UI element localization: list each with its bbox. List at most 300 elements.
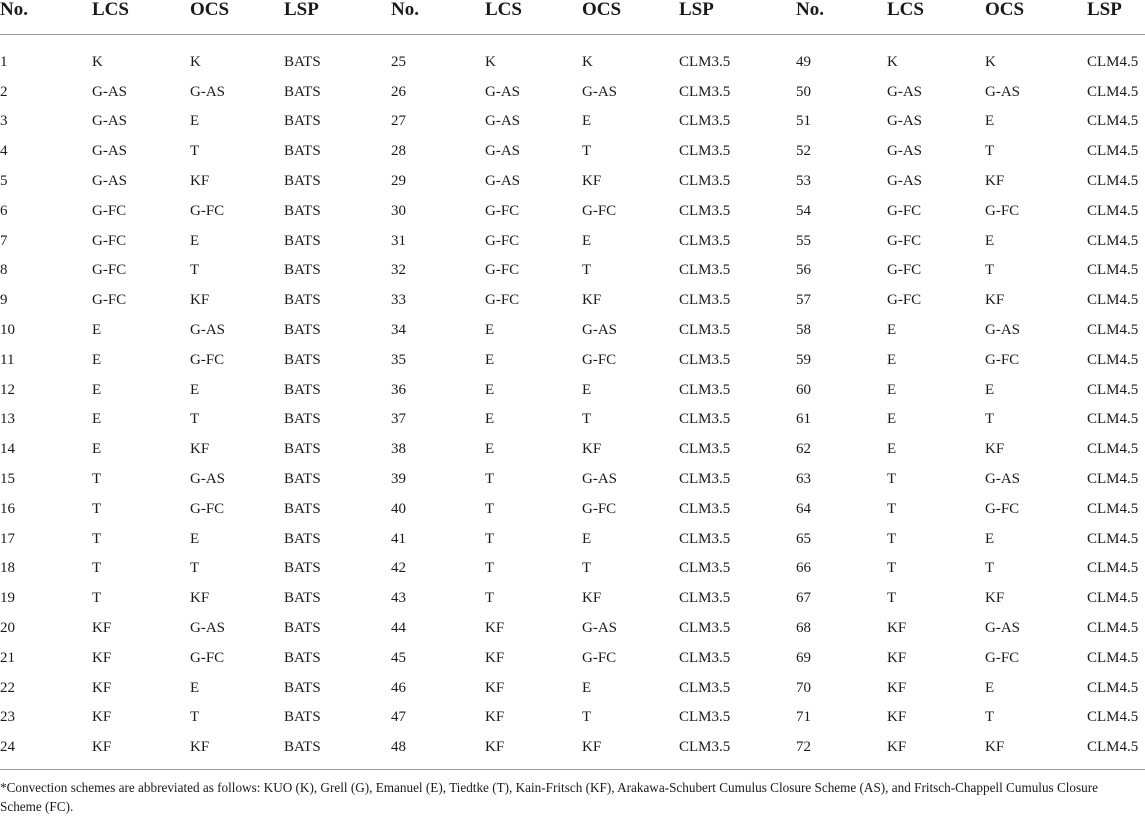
cell-lcs: G-AS [887,143,923,160]
cell-lcs: T [92,590,102,607]
cell-no: 2 [0,83,8,100]
cell-ocs: E [190,232,200,249]
cell-no: 20 [0,620,15,637]
table-row [0,196,1145,226]
cell-lcs: T [92,500,102,517]
header-row [0,0,1145,35]
cell-lsp: CLM3.5 [679,500,731,517]
cell-ocs: E [582,232,592,249]
cell-lcs: T [485,560,495,577]
cell-lcs: T [485,471,495,488]
cell-lsp: CLM4.5 [1087,322,1139,339]
cell-lcs: G-FC [485,232,520,249]
cell-no: 40 [391,500,406,517]
cell-ocs: G-FC [985,649,1020,666]
cell-lsp: CLM3.5 [679,292,731,309]
cell-no: 39 [391,471,406,488]
cell-ocs: KF [582,292,602,309]
header-lsp: LSP [1087,0,1122,20]
table-row [0,47,1145,77]
cell-lsp: CLM3.5 [679,232,731,249]
cell-lcs: E [485,441,495,458]
cell-lcs: G-FC [92,292,127,309]
cell-lsp: CLM4.5 [1087,441,1139,458]
cell-no: 71 [796,709,811,726]
cell-lcs: G-FC [485,292,520,309]
table-body [0,35,1145,763]
cell-lcs: E [887,351,897,368]
cell-no: 49 [796,53,811,70]
cell-ocs: E [582,381,592,398]
cell-lsp: CLM4.5 [1087,679,1139,696]
cell-ocs: G-FC [582,351,617,368]
cell-lcs: T [887,560,897,577]
cell-no: 14 [0,441,15,458]
cell-lcs: T [485,500,495,517]
cell-lcs: KF [485,620,505,637]
table-row [0,315,1145,345]
table-row [0,673,1145,703]
cell-ocs: E [985,113,995,130]
cell-lsp: BATS [284,262,321,279]
table-row [0,77,1145,107]
cell-lsp: CLM3.5 [679,411,731,428]
table-row [0,524,1145,554]
cell-lcs: E [485,322,495,339]
cell-ocs: G-AS [582,620,618,637]
cell-lcs: T [92,560,102,577]
cell-lsp: BATS [284,709,321,726]
cell-no: 16 [0,500,15,517]
cell-ocs: KF [190,590,210,607]
cell-lcs: E [887,441,897,458]
cell-lsp: BATS [284,739,321,756]
cell-lsp: CLM3.5 [679,381,731,398]
cell-ocs: T [190,709,200,726]
cell-lsp: CLM4.5 [1087,530,1139,547]
cell-lcs: KF [887,709,907,726]
cell-no: 53 [796,173,811,190]
table-row [0,464,1145,494]
table-row [0,256,1145,286]
cell-no: 32 [391,262,406,279]
cell-no: 5 [0,173,8,190]
cell-no: 21 [0,649,15,666]
cell-ocs: K [582,53,593,70]
cell-ocs: G-AS [985,620,1021,637]
header-ocs: OCS [985,0,1025,20]
header-lsp: LSP [284,0,319,20]
header-lcs: LCS [485,0,522,20]
table-row [0,345,1145,375]
cell-lsp: CLM3.5 [679,709,731,726]
cell-lsp: CLM4.5 [1087,143,1139,160]
cell-ocs: E [985,381,995,398]
cell-lcs: T [92,530,102,547]
cell-no: 36 [391,381,406,398]
cell-lcs: T [887,471,897,488]
cell-no: 25 [391,53,406,70]
cell-no: 26 [391,83,406,100]
cell-lsp: CLM3.5 [679,560,731,577]
cell-lcs: KF [485,709,505,726]
cell-ocs: KF [190,173,210,190]
cell-lcs: KF [92,649,112,666]
cell-no: 10 [0,322,15,339]
cell-ocs: T [985,262,995,279]
cell-lsp: BATS [284,441,321,458]
cell-lsp: CLM3.5 [679,53,731,70]
cell-ocs: G-FC [582,202,617,219]
cell-no: 37 [391,411,406,428]
cell-ocs: KF [582,173,602,190]
cell-lsp: CLM4.5 [1087,471,1139,488]
cell-lcs: G-AS [92,83,128,100]
cell-lcs: KF [92,739,112,756]
cell-ocs: E [985,530,995,547]
cell-no: 57 [796,292,811,309]
cell-lsp: CLM3.5 [679,679,731,696]
cell-no: 45 [391,649,406,666]
cell-lsp: CLM4.5 [1087,232,1139,249]
cell-lcs: G-AS [92,173,128,190]
cell-ocs: G-FC [190,649,225,666]
cell-lcs: K [485,53,496,70]
cell-ocs: E [190,381,200,398]
cell-lsp: BATS [284,530,321,547]
cell-lsp: CLM3.5 [679,441,731,458]
cell-no: 23 [0,709,15,726]
cell-ocs: E [190,113,200,130]
cell-no: 33 [391,292,406,309]
cell-lcs: E [887,411,897,428]
cell-lcs: E [887,381,897,398]
cell-lsp: CLM3.5 [679,202,731,219]
table-row [0,732,1145,762]
cell-ocs: G-AS [190,83,226,100]
header-lsp: LSP [679,0,714,20]
cell-lsp: BATS [284,322,321,339]
cell-no: 34 [391,322,406,339]
cell-lcs: E [485,351,495,368]
cell-lcs: KF [887,649,907,666]
cell-lsp: BATS [284,500,321,517]
cell-lcs: T [887,530,897,547]
cell-ocs: G-FC [190,500,225,517]
cell-lsp: CLM3.5 [679,322,731,339]
cell-lcs: G-FC [887,292,922,309]
table-row [0,643,1145,673]
cell-lcs: E [485,381,495,398]
cell-ocs: E [582,679,592,696]
table-row [0,136,1145,166]
cell-lsp: BATS [284,53,321,70]
header-lcs: LCS [887,0,924,20]
table-row [0,375,1145,405]
cell-no: 56 [796,262,811,279]
cell-no: 27 [391,113,406,130]
cell-lcs: G-FC [485,262,520,279]
cell-lsp: CLM4.5 [1087,500,1139,517]
cell-ocs: G-FC [985,500,1020,517]
cell-lsp: BATS [284,620,321,637]
cell-lcs: K [92,53,103,70]
cell-ocs: KF [985,441,1005,458]
cell-lsp: BATS [284,471,321,488]
cell-lcs: G-FC [887,262,922,279]
cell-lsp: BATS [284,679,321,696]
cell-ocs: KF [190,441,210,458]
cell-lcs: E [92,411,102,428]
cell-lsp: CLM4.5 [1087,351,1139,368]
cell-lsp: CLM3.5 [679,590,731,607]
table-row [0,405,1145,435]
cell-no: 64 [796,500,811,517]
cell-no: 59 [796,351,811,368]
cell-lsp: CLM4.5 [1087,292,1139,309]
cell-ocs: T [985,560,995,577]
cell-lcs: G-FC [92,202,127,219]
cell-no: 6 [0,202,8,219]
cell-lcs: E [92,322,102,339]
cell-ocs: G-AS [190,471,226,488]
cell-lcs: KF [485,739,505,756]
cell-ocs: G-FC [985,351,1020,368]
header-lcs: LCS [92,0,129,20]
cell-ocs: KF [985,173,1005,190]
cell-no: 22 [0,679,15,696]
cell-no: 9 [0,292,8,309]
cell-lcs: E [92,351,102,368]
cell-no: 54 [796,202,811,219]
cell-no: 11 [0,351,15,368]
table-row [0,285,1145,315]
cell-ocs: KF [985,292,1005,309]
cell-ocs: KF [582,590,602,607]
cell-lsp: CLM4.5 [1087,709,1139,726]
header-no: No. [391,0,419,20]
header-no: No. [0,0,28,20]
table-row [0,494,1145,524]
cell-no: 31 [391,232,406,249]
cell-no: 60 [796,381,811,398]
cell-lcs: KF [92,620,112,637]
cell-lsp: CLM3.5 [679,262,731,279]
cell-ocs: E [190,530,200,547]
cell-ocs: G-AS [985,322,1021,339]
spacer-row [0,35,1145,48]
cell-no: 30 [391,202,406,219]
cell-lsp: BATS [284,143,321,160]
cell-no: 18 [0,560,15,577]
cell-lsp: CLM4.5 [1087,53,1139,70]
cell-lsp: CLM4.5 [1087,173,1139,190]
table-row [0,703,1145,733]
cell-no: 38 [391,441,406,458]
cell-lsp: BATS [284,560,321,577]
cell-lcs: KF [887,620,907,637]
cell-lcs: KF [92,679,112,696]
cell-lsp: CLM4.5 [1087,113,1139,130]
cell-ocs: T [190,262,200,279]
cell-lsp: CLM3.5 [679,143,731,160]
cell-lcs: G-AS [485,83,521,100]
cell-lcs: G-FC [485,202,520,219]
cell-lsp: CLM4.5 [1087,411,1139,428]
cell-no: 50 [796,83,811,100]
cell-no: 72 [796,739,811,756]
cell-no: 58 [796,322,811,339]
cell-lsp: CLM4.5 [1087,560,1139,577]
cell-ocs: G-FC [985,202,1020,219]
table-row [0,583,1145,613]
cell-lsp: BATS [284,232,321,249]
cell-no: 44 [391,620,406,637]
cell-ocs: T [985,411,995,428]
cell-ocs: G-AS [582,83,618,100]
cell-no: 47 [391,709,406,726]
cell-ocs: KF [985,590,1005,607]
cell-lcs: T [485,590,495,607]
cell-lsp: BATS [284,83,321,100]
cell-lcs: G-FC [92,232,127,249]
cell-no: 62 [796,441,811,458]
cell-no: 61 [796,411,811,428]
cell-lcs: G-AS [92,113,128,130]
cell-lcs: T [92,471,102,488]
cell-lsp: CLM4.5 [1087,739,1139,756]
cell-no: 13 [0,411,15,428]
cell-lcs: G-AS [887,83,923,100]
cell-lsp: CLM3.5 [679,530,731,547]
cell-no: 12 [0,381,15,398]
cell-lsp: CLM3.5 [679,649,731,666]
cell-lsp: CLM4.5 [1087,381,1139,398]
cell-ocs: G-AS [985,83,1021,100]
cell-no: 70 [796,679,811,696]
cell-ocs: K [190,53,201,70]
cell-lcs: T [887,590,897,607]
cell-lsp: CLM4.5 [1087,649,1139,666]
cell-no: 63 [796,471,811,488]
cell-lsp: BATS [284,649,321,666]
cell-lcs: G-AS [485,143,521,160]
table-row [0,613,1145,643]
cell-lsp: CLM4.5 [1087,620,1139,637]
cell-ocs: T [582,411,592,428]
cell-no: 42 [391,560,406,577]
cell-no: 35 [391,351,406,368]
cell-lsp: BATS [284,113,321,130]
cell-no: 29 [391,173,406,190]
cell-no: 28 [391,143,406,160]
header-ocs: OCS [582,0,622,20]
cell-lsp: BATS [284,173,321,190]
cell-ocs: G-AS [190,620,226,637]
cell-lcs: G-AS [485,173,521,190]
cell-ocs: T [985,709,995,726]
cell-lsp: CLM4.5 [1087,590,1139,607]
cell-no: 65 [796,530,811,547]
table-row [0,107,1145,137]
cell-lsp: CLM4.5 [1087,262,1139,279]
cell-lsp: CLM4.5 [1087,202,1139,219]
cell-lcs: KF [485,679,505,696]
cell-lcs: KF [887,739,907,756]
cell-lcs: T [887,500,897,517]
cell-lsp: BATS [284,351,321,368]
cell-lcs: KF [92,709,112,726]
cell-ocs: KF [190,739,210,756]
cell-no: 17 [0,530,15,547]
cell-lsp: BATS [284,381,321,398]
cell-lcs: K [887,53,898,70]
cell-no: 15 [0,471,15,488]
cell-lsp: CLM3.5 [679,351,731,368]
cell-lcs: E [92,441,102,458]
cell-lsp: CLM3.5 [679,739,731,756]
cell-ocs: KF [190,292,210,309]
cell-lcs: E [887,322,897,339]
cell-no: 48 [391,739,406,756]
cell-lsp: CLM4.5 [1087,83,1139,100]
cell-lsp: CLM3.5 [679,620,731,637]
cell-lsp: BATS [284,411,321,428]
cell-no: 24 [0,739,15,756]
cell-ocs: E [190,679,200,696]
cell-lcs: KF [485,649,505,666]
cell-no: 8 [0,262,8,279]
cell-lsp: BATS [284,292,321,309]
cell-no: 3 [0,113,8,130]
cell-ocs: E [985,679,995,696]
cell-ocs: T [190,143,200,160]
cell-no: 43 [391,590,406,607]
cell-no: 19 [0,590,15,607]
cell-no: 52 [796,143,811,160]
table-footnote: *Convection schemes are abbreviated as follows: KUO (K), Grell (G), Emanuel (E), Tiedtke (T), Kain-Fritsch (KF), Arakawa-Schubert Cumulus Closure Scheme (AS), and Fritsch-Chappell Cumulus Closure Scheme (FC). [0,780,1098,814]
cell-ocs: KF [582,739,602,756]
cell-lcs: E [92,381,102,398]
cell-ocs: E [985,232,995,249]
table-row [0,166,1145,196]
cell-ocs: KF [985,739,1005,756]
cell-ocs: G-AS [190,322,226,339]
cell-lcs: E [485,411,495,428]
table-row [0,554,1145,584]
cell-lcs: G-AS [887,173,923,190]
cell-no: 55 [796,232,811,249]
table-row [0,434,1145,464]
cell-ocs: K [985,53,996,70]
cell-ocs: T [582,262,592,279]
cell-ocs: KF [582,441,602,458]
cell-ocs: G-FC [582,500,617,517]
cell-no: 1 [0,53,8,70]
cell-ocs: T [190,560,200,577]
cell-lcs: G-FC [887,202,922,219]
cell-ocs: T [582,143,592,160]
header-no: No. [796,0,824,20]
cell-no: 66 [796,560,811,577]
cell-lsp: CLM3.5 [679,83,731,100]
cell-lcs: G-FC [92,262,127,279]
cell-lcs: G-AS [887,113,923,130]
cell-lcs: G-AS [485,113,521,130]
cell-lsp: CLM3.5 [679,113,731,130]
cell-no: 4 [0,143,8,160]
cell-ocs: E [582,113,592,130]
